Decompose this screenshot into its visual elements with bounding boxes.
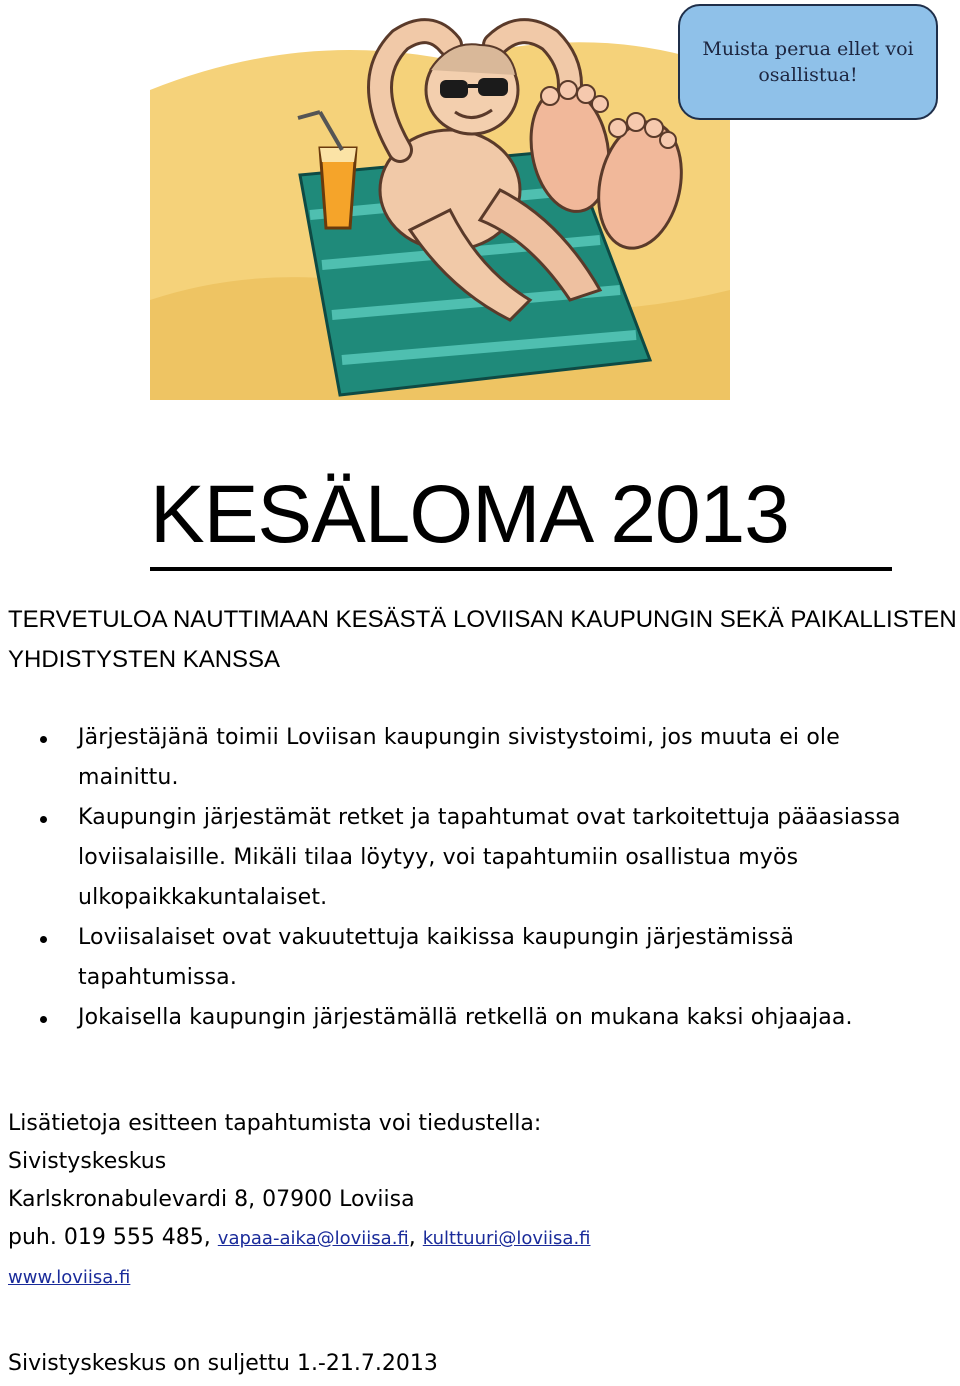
bullet-dot-icon xyxy=(40,936,47,943)
contact-address: Karlskronabulevardi 8, 07900 Loviisa xyxy=(8,1187,415,1212)
list-item-text: Loviisalaiset ovat vakuutettuja kaikissa kaupungin järjestämissä tapahtumissa. xyxy=(78,925,795,990)
title-underline xyxy=(150,567,892,571)
list-item xyxy=(0,998,960,1038)
contact-phone: puh. 019 555 485, xyxy=(8,1225,218,1250)
list-item-text: Järjestäjänä toimii Loviisan kaupungin sivistystoimi, jos muuta ei ole mainittu. xyxy=(78,725,840,790)
list-item xyxy=(0,718,960,798)
closing-notice: Sivistyskeskus on suljettu 1.-21.7.2013 xyxy=(8,1351,438,1376)
contact-info xyxy=(8,1105,958,1297)
list-item-text: Kaupungin järjestämät retket ja tapahtumat ovat tarkoitettuja pääasiassa loviisalaisille. Mikäli tilaa löytyy, voi tapahtumiin osallistua myös ulkopaikkakuntalaiset. xyxy=(78,805,901,910)
email-link-kulttuuri[interactable]: kulttuuri@loviisa.fi xyxy=(422,1228,591,1249)
website-row xyxy=(8,1258,958,1297)
cancel-reminder-callout xyxy=(678,4,938,120)
bullet-dot-icon xyxy=(40,736,47,743)
bullet-dot-icon xyxy=(40,816,47,823)
email-link-vapaa-aika[interactable]: vapaa-aika@loviisa.fi xyxy=(217,1228,409,1249)
email-separator: , xyxy=(408,1225,423,1250)
bullet-dot-icon xyxy=(40,1016,47,1023)
list-item xyxy=(0,798,960,918)
list-item-text: Jokaisella kaupungin järjestämällä retkellä on mukana kaksi ohjaajaa. xyxy=(78,1005,853,1030)
website-link[interactable]: www.loviisa.fi xyxy=(8,1267,131,1288)
callout-text: Muista perua ellet voi osallistua! xyxy=(702,38,914,86)
list-item xyxy=(0,918,960,998)
page-title: KESÄLOMA 2013 xyxy=(150,469,789,560)
info-list xyxy=(0,718,960,1038)
welcome-heading: TERVETULOA NAUTTIMAAN KESÄSTÄ LOVIISAN KAUPUNGIN SEKÄ PAIKALLISTEN YHDISTYSTEN KANSSA xyxy=(8,606,957,673)
contact-intro: Lisätietoja esitteen tapahtumista voi tiedustella: xyxy=(8,1111,542,1136)
beach-illustration xyxy=(150,0,730,400)
contact-name: Sivistyskeskus xyxy=(8,1149,167,1174)
contact-phone-row xyxy=(8,1219,958,1258)
